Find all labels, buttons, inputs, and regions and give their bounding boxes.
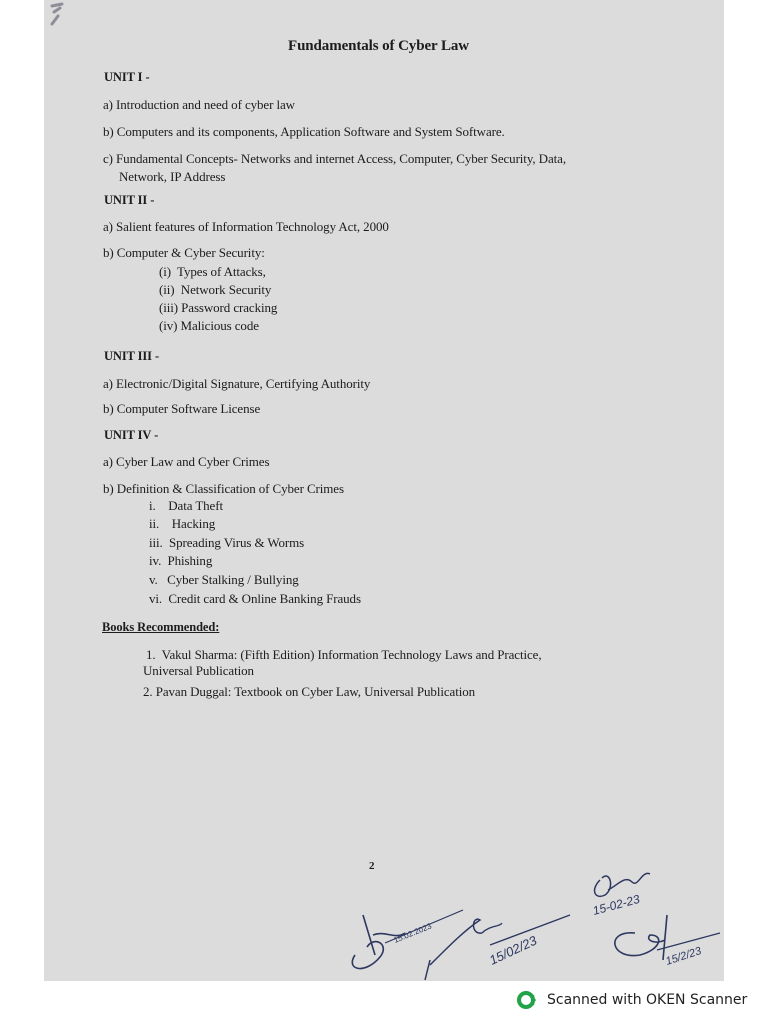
unit-3-item-a: a) Electronic/Digital Signature, Certifying Authority bbox=[103, 376, 371, 391]
unit-3-item-b: b) Computer Software License bbox=[103, 401, 261, 416]
unit-1-item-c: c) Fundamental Concepts- Networks and internet Access, Computer, Cyber Security, Data, bbox=[103, 151, 566, 166]
oken-logo-icon bbox=[517, 990, 537, 1010]
svg-text:15/2/23: 15/2/23 bbox=[664, 945, 703, 968]
unit-4-sub-1: i. Data Theft bbox=[149, 498, 223, 513]
unit-3-heading: UNIT III - bbox=[104, 349, 160, 363]
unit-1-item-a: a) Introduction and need of cyber law bbox=[103, 97, 295, 112]
unit-1-heading: UNIT I - bbox=[104, 70, 150, 84]
unit-2-sub-3: (iii) Password cracking bbox=[159, 300, 278, 315]
scanner-watermark bbox=[517, 990, 747, 1010]
unit-4-sub-6: vi. Credit card & Online Banking Frauds bbox=[149, 591, 361, 606]
svg-text:15/02/23: 15/02/23 bbox=[486, 932, 540, 968]
unit-4-item-b: b) Definition & Classification of Cyber Crimes bbox=[103, 481, 344, 496]
unit-2-item-b: b) Computer & Cyber Security: bbox=[103, 245, 265, 260]
scanner-label: Scanned with OKEN Scanner bbox=[547, 992, 748, 1008]
signature-4 bbox=[605, 905, 725, 975]
unit-2-item-a: a) Salient features of Information Technology Act, 2000 bbox=[103, 219, 389, 234]
unit-1-item-c-cont: Network, IP Address bbox=[119, 169, 226, 184]
document-title: Fundamentals of Cyber Law bbox=[288, 38, 469, 54]
unit-4-heading: UNIT IV - bbox=[104, 428, 159, 442]
book-1-cont: Universal Publication bbox=[143, 663, 254, 678]
books-heading: Books Recommended: bbox=[102, 620, 220, 634]
unit-1-item-b: b) Computers and its components, Application Software and System Software. bbox=[103, 124, 505, 139]
unit-4-sub-3: iii. Spreading Virus & Worms bbox=[149, 535, 305, 550]
unit-2-heading: UNIT II - bbox=[104, 193, 155, 207]
unit-4-sub-2: ii. Hacking bbox=[149, 516, 216, 531]
unit-2-sub-1: (i) Types of Attacks, bbox=[159, 264, 266, 279]
book-1: 1. Vakul Sharma: (Fifth Edition) Information Technology Laws and Practice, bbox=[146, 647, 542, 662]
unit-2-sub-2: (ii) Network Security bbox=[159, 282, 272, 297]
svg-text:15-02-23: 15-02-23 bbox=[591, 891, 642, 918]
unit-2-sub-4: (iv) Malicious code bbox=[159, 318, 259, 333]
unit-4-sub-4: iv. Phishing bbox=[149, 553, 213, 568]
page-number: 2 bbox=[369, 860, 375, 872]
unit-4-item-a: a) Cyber Law and Cyber Crimes bbox=[103, 454, 270, 469]
book-2: 2. Pavan Duggal: Textbook on Cyber Law, Universal Publication bbox=[143, 684, 476, 699]
corner-smudge bbox=[48, 2, 68, 30]
unit-4-sub-5: v. Cyber Stalking / Bullying bbox=[149, 572, 299, 587]
svg-text:15.02.2023: 15.02.2023 bbox=[392, 921, 433, 945]
signature-2 bbox=[420, 905, 580, 985]
